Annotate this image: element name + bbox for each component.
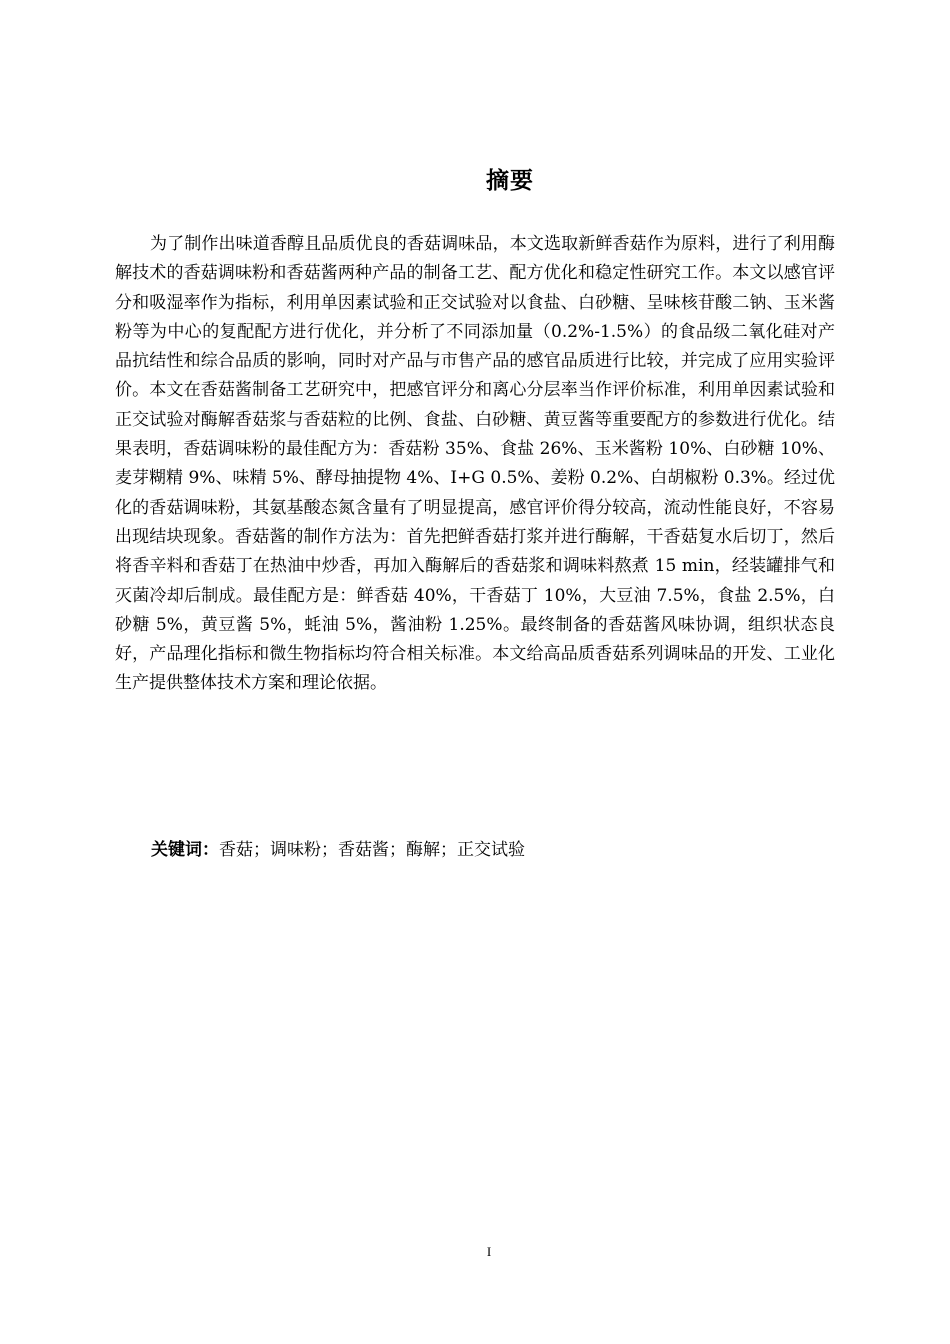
keywords-text: 香菇；调味粉；香菇酱；酶解；正交试验 [219, 840, 525, 860]
page-title: 摘要 [486, 168, 534, 194]
keywords-label: 关键词： [151, 840, 219, 860]
keywords-line [151, 836, 831, 865]
abstract-paragraph: 为了制作出味道香醇且品质优良的香菇调味品，本文选取新鲜香菇作为原料，进行了利用酶解技术的香菇调味粉和香菇酱两种产品的制备工艺、配方优化和稳定性研究工作。本文以感官评分和吸湿率作为指标，利用单因素试验和正交试验对以食盐、白砂糖、呈味核苷酸二钠、玉米酱粉等为中心的复配配方进行优化，并分析了不同添加量（0.2%-1.5%）的食品级二氧化硅对产品抗结性和综合品质的影响，同时对产品与市售产品的感官品质进行比较，并完成了应用实验评价。本文在香菇酱制备工艺研究中，把感官评分和离心分层率当作评价标准，利用单因素试验和正交试验对酶解香菇浆与香菇粒的比例、食盐、白砂糖、黄豆酱等重要配方的参数进行优化。结果表明，香菇调味粉的最佳配方为：香菇粉 35%、食盐 26%、玉米酱粉 10%、白砂糖 10%、麦芽糊精 9%、味精 5%、酵母抽提物 4%、I+G 0.5%、姜粉 0.2%、白胡椒粉 0.3%。经过优化的香菇调味粉，其氨基酸态氮含量有了明显提高，感官评价得分较高，流动性能良好，不容易出现结块现象。香菇酱的制作方法为：首先把鲜香菇打浆并进行酶解，干香菇复水后切丁，然后将香辛料和香菇丁在热油中炒香，再加入酶解后的香菇浆和调味料熬煮 15 min，经装罐排气和灭菌冷却后制成。最佳配方是：鲜香菇 40%，干香菇丁 10%，大豆油 7.5%，食盐 2.5%，白砂糖 5%，黄豆酱 5%，蚝油 5%，酱油粉 1.25%。最终制备的香菇酱风味协调，组织状态良好，产品理化指标和微生物指标均符合相关标准。本文给高品质香菇系列调味品的开发、工业化生产提供整体技术方案和理论依据。 [115, 234, 835, 694]
page-number: I [486, 1244, 492, 1259]
